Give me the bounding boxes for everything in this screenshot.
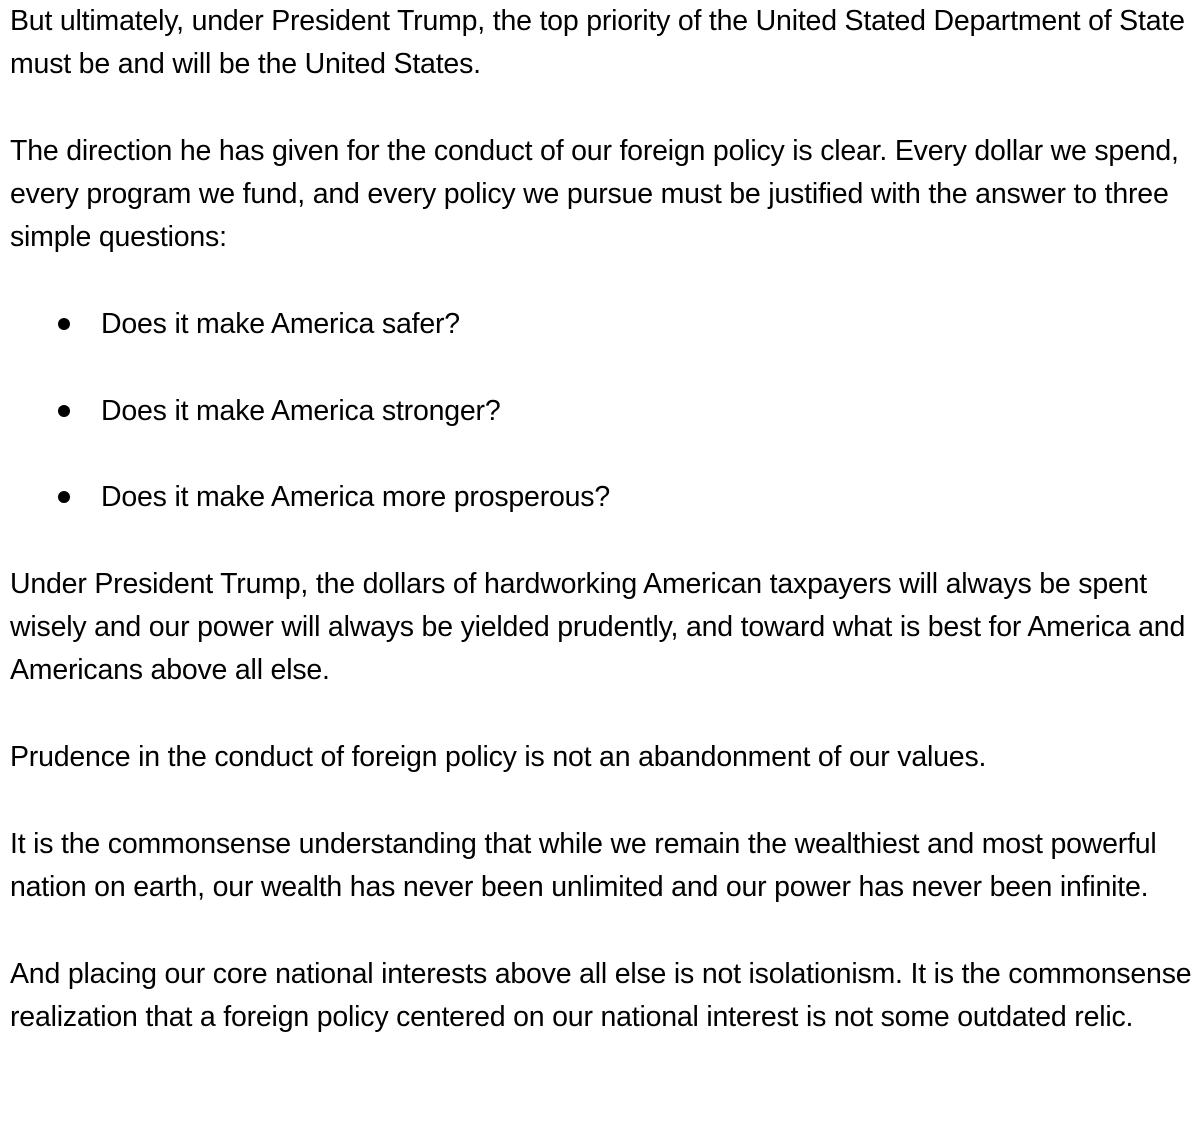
bullet-icon — [58, 318, 70, 330]
paragraph-direction: The direction he has given for the conduct of our foreign policy is clear. Every dollar we spend, every program we fund, and every policy we pursue must be justified with the answer to three simple questions: — [10, 134, 1179, 254]
bullet-icon — [58, 491, 70, 503]
paragraph-national-interests: And placing our core national interests above all else is not isolationism. It is the commonsense realization that a foreign policy centered on our national interest is not some outdated relic. — [10, 957, 1192, 1033]
document-body — [10, 0, 1195, 1039]
question-text: Does it make America more prosperous? — [101, 481, 610, 514]
paragraph-commonsense-understanding: It is the commonsense understanding that while we remain the wealthiest and most powerful nation on earth, our wealth has never been unlimited and our power has never been infinite. — [10, 827, 1157, 903]
question-text: Does it make America safer? — [101, 308, 460, 341]
paragraph-prudence: Prudence in the conduct of foreign policy is not an abandonment of our values. — [10, 741, 987, 774]
bullet-icon — [58, 405, 70, 417]
question-text: Does it make America stronger? — [101, 394, 501, 427]
list-item — [10, 303, 1195, 346]
list-item — [10, 476, 1195, 519]
paragraph-priority: But ultimately, under President Trump, the top priority of the United Stated Department of State must be and will be the United States. — [10, 5, 1185, 81]
paragraph-taxpayers: Under President Trump, the dollars of hardworking American taxpayers will always be spent wisely and our power will always be yielded prudently, and toward what is best for America and Americans above all else. — [10, 567, 1186, 687]
list-item — [10, 390, 1195, 433]
questions-list — [10, 303, 1195, 519]
